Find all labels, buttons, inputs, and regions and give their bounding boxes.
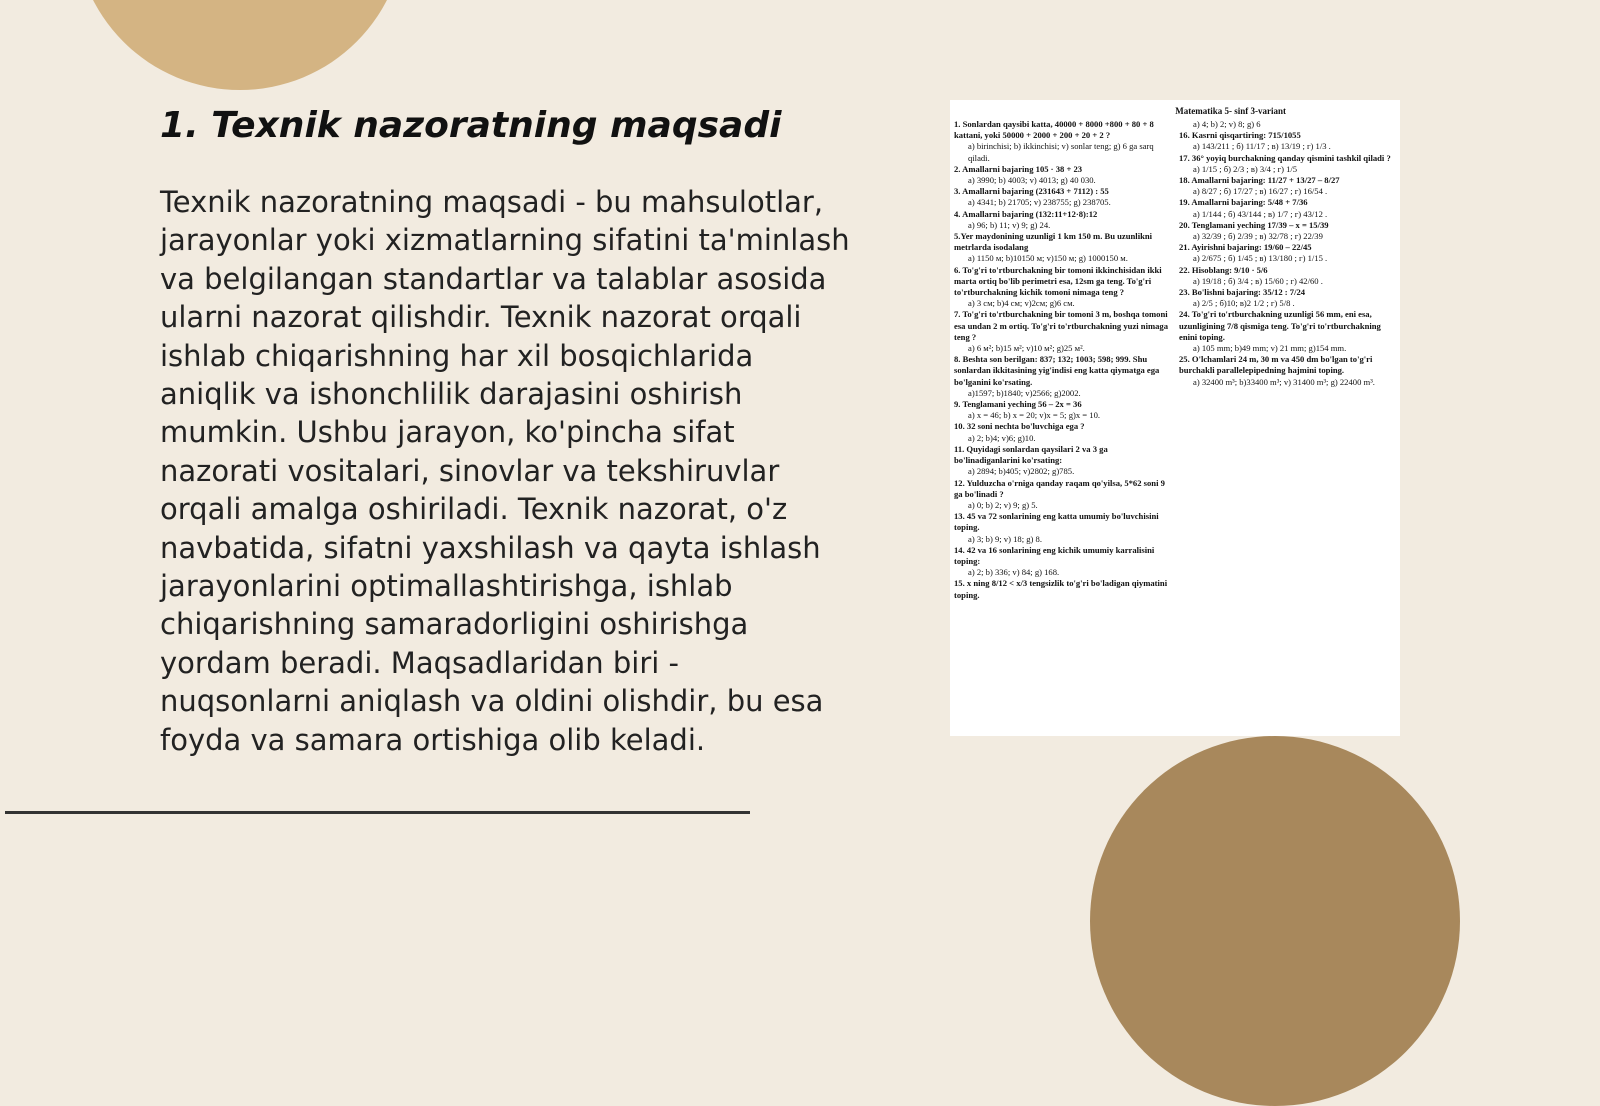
decorative-circle-top xyxy=(75,0,405,90)
slide-title: 1. Texnik nazoratning maqsadi xyxy=(160,105,782,146)
worksheet-options: a) 2/675 ; б) 1/45 ; в) 13/180 ; г) 1/15 . xyxy=(1193,253,1328,264)
worksheet-question: 14. 42 va 16 sonlarining eng kichik umumiy karralisini toping: xyxy=(954,544,1155,566)
worksheet-options: a) 1/15 ; б) 2/3 ; в) 3/4 ; г) 1/5 xyxy=(1193,163,1298,174)
worksheet-question: 11. Quyidagi sonlardan qaysilari 2 va 3 ga bo'linadiganlarini ko'rsating: xyxy=(954,443,1108,466)
worksheet-question: 22. Hisoblang: 9/10 · 5/6 xyxy=(1179,264,1268,275)
worksheet-question: 10. 32 soni nechta bo'luvchiga ega ? xyxy=(954,421,1085,432)
worksheet-question: 7. To'g'ri to'rtburchakning bir tomoni 3 m, boshqa tomoni esa undan 2 m ortiq. To'g'ri to'rtburchakning yuzi nimaga teng ? xyxy=(954,309,1169,342)
worksheet-question: 18. Amallarni bajaring: 11/27 + 13/27 – 8/27 xyxy=(1179,175,1340,186)
worksheet-options: a) 96; b) 11; v) 9; g) 24. xyxy=(968,219,1051,230)
worksheet-question: 4. Amallarni bajaring (132:11+12·8):12 xyxy=(954,208,1098,219)
worksheet-question: 6. To'g'ri to'rtburchakning bir tomoni ikkinchisidan ikki marta ortiq bo'lib perimetri esa, 12sm ga teng. To'g'ri to'rtburchakning kichik tomoni nimaga teng ? xyxy=(954,264,1162,298)
worksheet-options: a)1597; b)1840; v)2566; g)2002. xyxy=(968,387,1081,398)
worksheet-question: 9. Tenglamani yeching 56 – 2x = 36 xyxy=(954,399,1082,410)
worksheet-options: a) 1150 м; b)10150 м; v)150 м; g) 1000150 м. xyxy=(968,253,1128,264)
worksheet-question: 20. Tenglamani yeching 17/39 – x = 15/39 xyxy=(1179,219,1329,230)
worksheet-question: 8. Beshta son berilgan: 837; 132; 1003; 598; 999. Shu sonlardan ikkitasining yig'indisi eng katta qiymatga ega bo'lganini ko'rsating. xyxy=(954,354,1160,387)
worksheet-question: 23. Bo'lishni bajaring: 35/12 : 7/24 xyxy=(1179,287,1306,298)
worksheet-question: 15. x ning 8/12 < x/3 tengsizlik to'g'ri bo'ladigan qiymatini toping. xyxy=(954,578,1168,600)
worksheet-options: a) 6 м²; b)15 м²; v)10 м²; g)25 м². xyxy=(968,343,1085,354)
worksheet-question: 5.Yer maydonining uzunligi 1 km 150 m. Bu uzunlikni metrlarda isodalang xyxy=(954,231,1153,253)
worksheet-options: a) 4341; b) 21705; v) 238755; g) 238705. xyxy=(968,197,1111,208)
decorative-circle-bottom xyxy=(1090,736,1460,1106)
worksheet-options: a) 105 mm; b)49 mm; v) 21 mm; g)154 mm. xyxy=(1193,343,1347,354)
worksheet-question: 24. To'g'ri to'rtburchakning uzunligi 56 mm, eni esa, uzunligining 7/8 qismiga teng. To'g'ri to'rtburchakning enini toping. xyxy=(1179,309,1381,342)
worksheet-question: 19. Amallarni bajaring: 5/48 + 7/36 xyxy=(1179,197,1308,208)
worksheet-options: a) 32400 m³; b)33400 m³; v) 31400 m³; g) 22400 m³. xyxy=(1193,376,1375,387)
worksheet-options: a) 3990; b) 4003; v) 4013; g) 40 030. xyxy=(968,175,1096,186)
worksheet-left-column xyxy=(954,119,1171,601)
worksheet-options: a) 3 см; b)4 см; v)2см; g)6 см. xyxy=(968,298,1075,309)
worksheet-options: a) 8/27 ; б) 17/27 ; в) 16/27 ; г) 16/54 . xyxy=(1193,186,1328,197)
worksheet-options: a) 3; b) 9; v) 18; g) 8. xyxy=(968,533,1042,544)
worksheet-options: a) 143/211 ; б) 11/17 ; в) 13/19 ; г) 1/3 . xyxy=(1193,141,1331,152)
math-worksheet-image xyxy=(950,100,1400,736)
worksheet-options: a) 0; b) 2; v) 9; g) 5. xyxy=(968,499,1038,510)
worksheet-options: a) 4; b) 2; v) 8; g) 6 xyxy=(1193,119,1261,129)
divider-line xyxy=(5,811,750,814)
worksheet-options: a) x = 46; b) x = 20; v)x = 5; g)x = 10. xyxy=(968,410,1101,421)
slide-body-text: Texnik nazoratning maqsadi - bu mahsulotlar, jarayonlar yoki xizmatlarning sifatini ta'minlash va belgilangan standartlar va talablar asosida ularni nazorat qilishdir. Texnik nazorat orqali ishlab chiqarishning har xil bosqichlarida aniqlik va ishonchlilik darajasini oshirish mumkin. Ushbu jarayon, ko'pincha sifat nazorati vositalari, sinovlar va tekshiruvlar orqali amalga oshiriladi. Texnik nazorat, o'z navbatida, sifatni yaxshilash va qayta ishlash jarayonlarini optimallashtirishga, ishlab chiqarishning samaradorligini oshirishga yordam beradi. Maqsadlaridan biri - nuqsonlarni aniqlash va oldini olishdir, bu esa foyda va samara ortishiga olib keladi. xyxy=(160,185,850,757)
worksheet-header: Matematika 5- sinf 3-variant xyxy=(1175,106,1286,116)
worksheet-options: a) 2894; b)405; v)2802; g)785. xyxy=(968,466,1075,477)
worksheet-right-column xyxy=(1179,119,1396,601)
worksheet-question: 25. O'lchamlari 24 m, 30 m va 450 dm bo'lgan to'g'ri burchakli parallelepipedning hajmini toping. xyxy=(1179,354,1373,376)
worksheet-options: a) birinchisi; b) ikkinchisi; v) sonlar teng; g) 6 ga sarq qiladi. xyxy=(968,141,1154,163)
worksheet-question: 12. Yulduzcha o'rniga qanday raqam qo'yilsa, 5*62 soni 9 ga bo'linadi ? xyxy=(954,477,1165,499)
worksheet-options: a) 1/144 ; б) 43/144 ; в) 1/7 ; г) 43/12 . xyxy=(1193,208,1328,219)
worksheet-options: a) 2; b)4; v)6; g)10. xyxy=(968,432,1036,443)
worksheet-question: 1. Sonlardan qaysibi katta, 40000 + 8000 +800 + 80 + 8 kattani, yoki 50000 + 2000 + 200 + 20 + 2 ? xyxy=(954,119,1154,141)
worksheet-question: 3. Amallarni bajaring (231643 + 7112) : 55 xyxy=(954,186,1109,197)
worksheet-options: a) 2/5 ; б)10; в)2 1/2 ; г) 5/8 . xyxy=(1193,298,1295,309)
worksheet-options: a) 2; b) 336; v) 84; g) 168. xyxy=(968,567,1060,578)
worksheet-options: a) 19/18 ; б) 3/4 ; в) 15/60 ; г) 42/60 . xyxy=(1193,275,1323,286)
worksheet-question: 2. Amallarni bajaring 105 · 38 + 23 xyxy=(954,163,1083,174)
worksheet-question: 21. Ayirishni bajaring: 19/60 – 22/45 xyxy=(1179,242,1312,253)
worksheet-question: 13. 45 va 72 sonlarining eng katta umumiy bo'luvchisini toping. xyxy=(954,511,1159,533)
worksheet-question: 16. Kasrni qisqartiring: 715/1055 xyxy=(1179,130,1301,141)
worksheet-options: a) 32/39 ; б) 2/39 ; в) 32/78 ; г) 22/39 xyxy=(1193,231,1323,242)
worksheet-question: 17. 36° yoyiq burchakning qanday qismini tashkil qiladi ? xyxy=(1179,152,1391,163)
